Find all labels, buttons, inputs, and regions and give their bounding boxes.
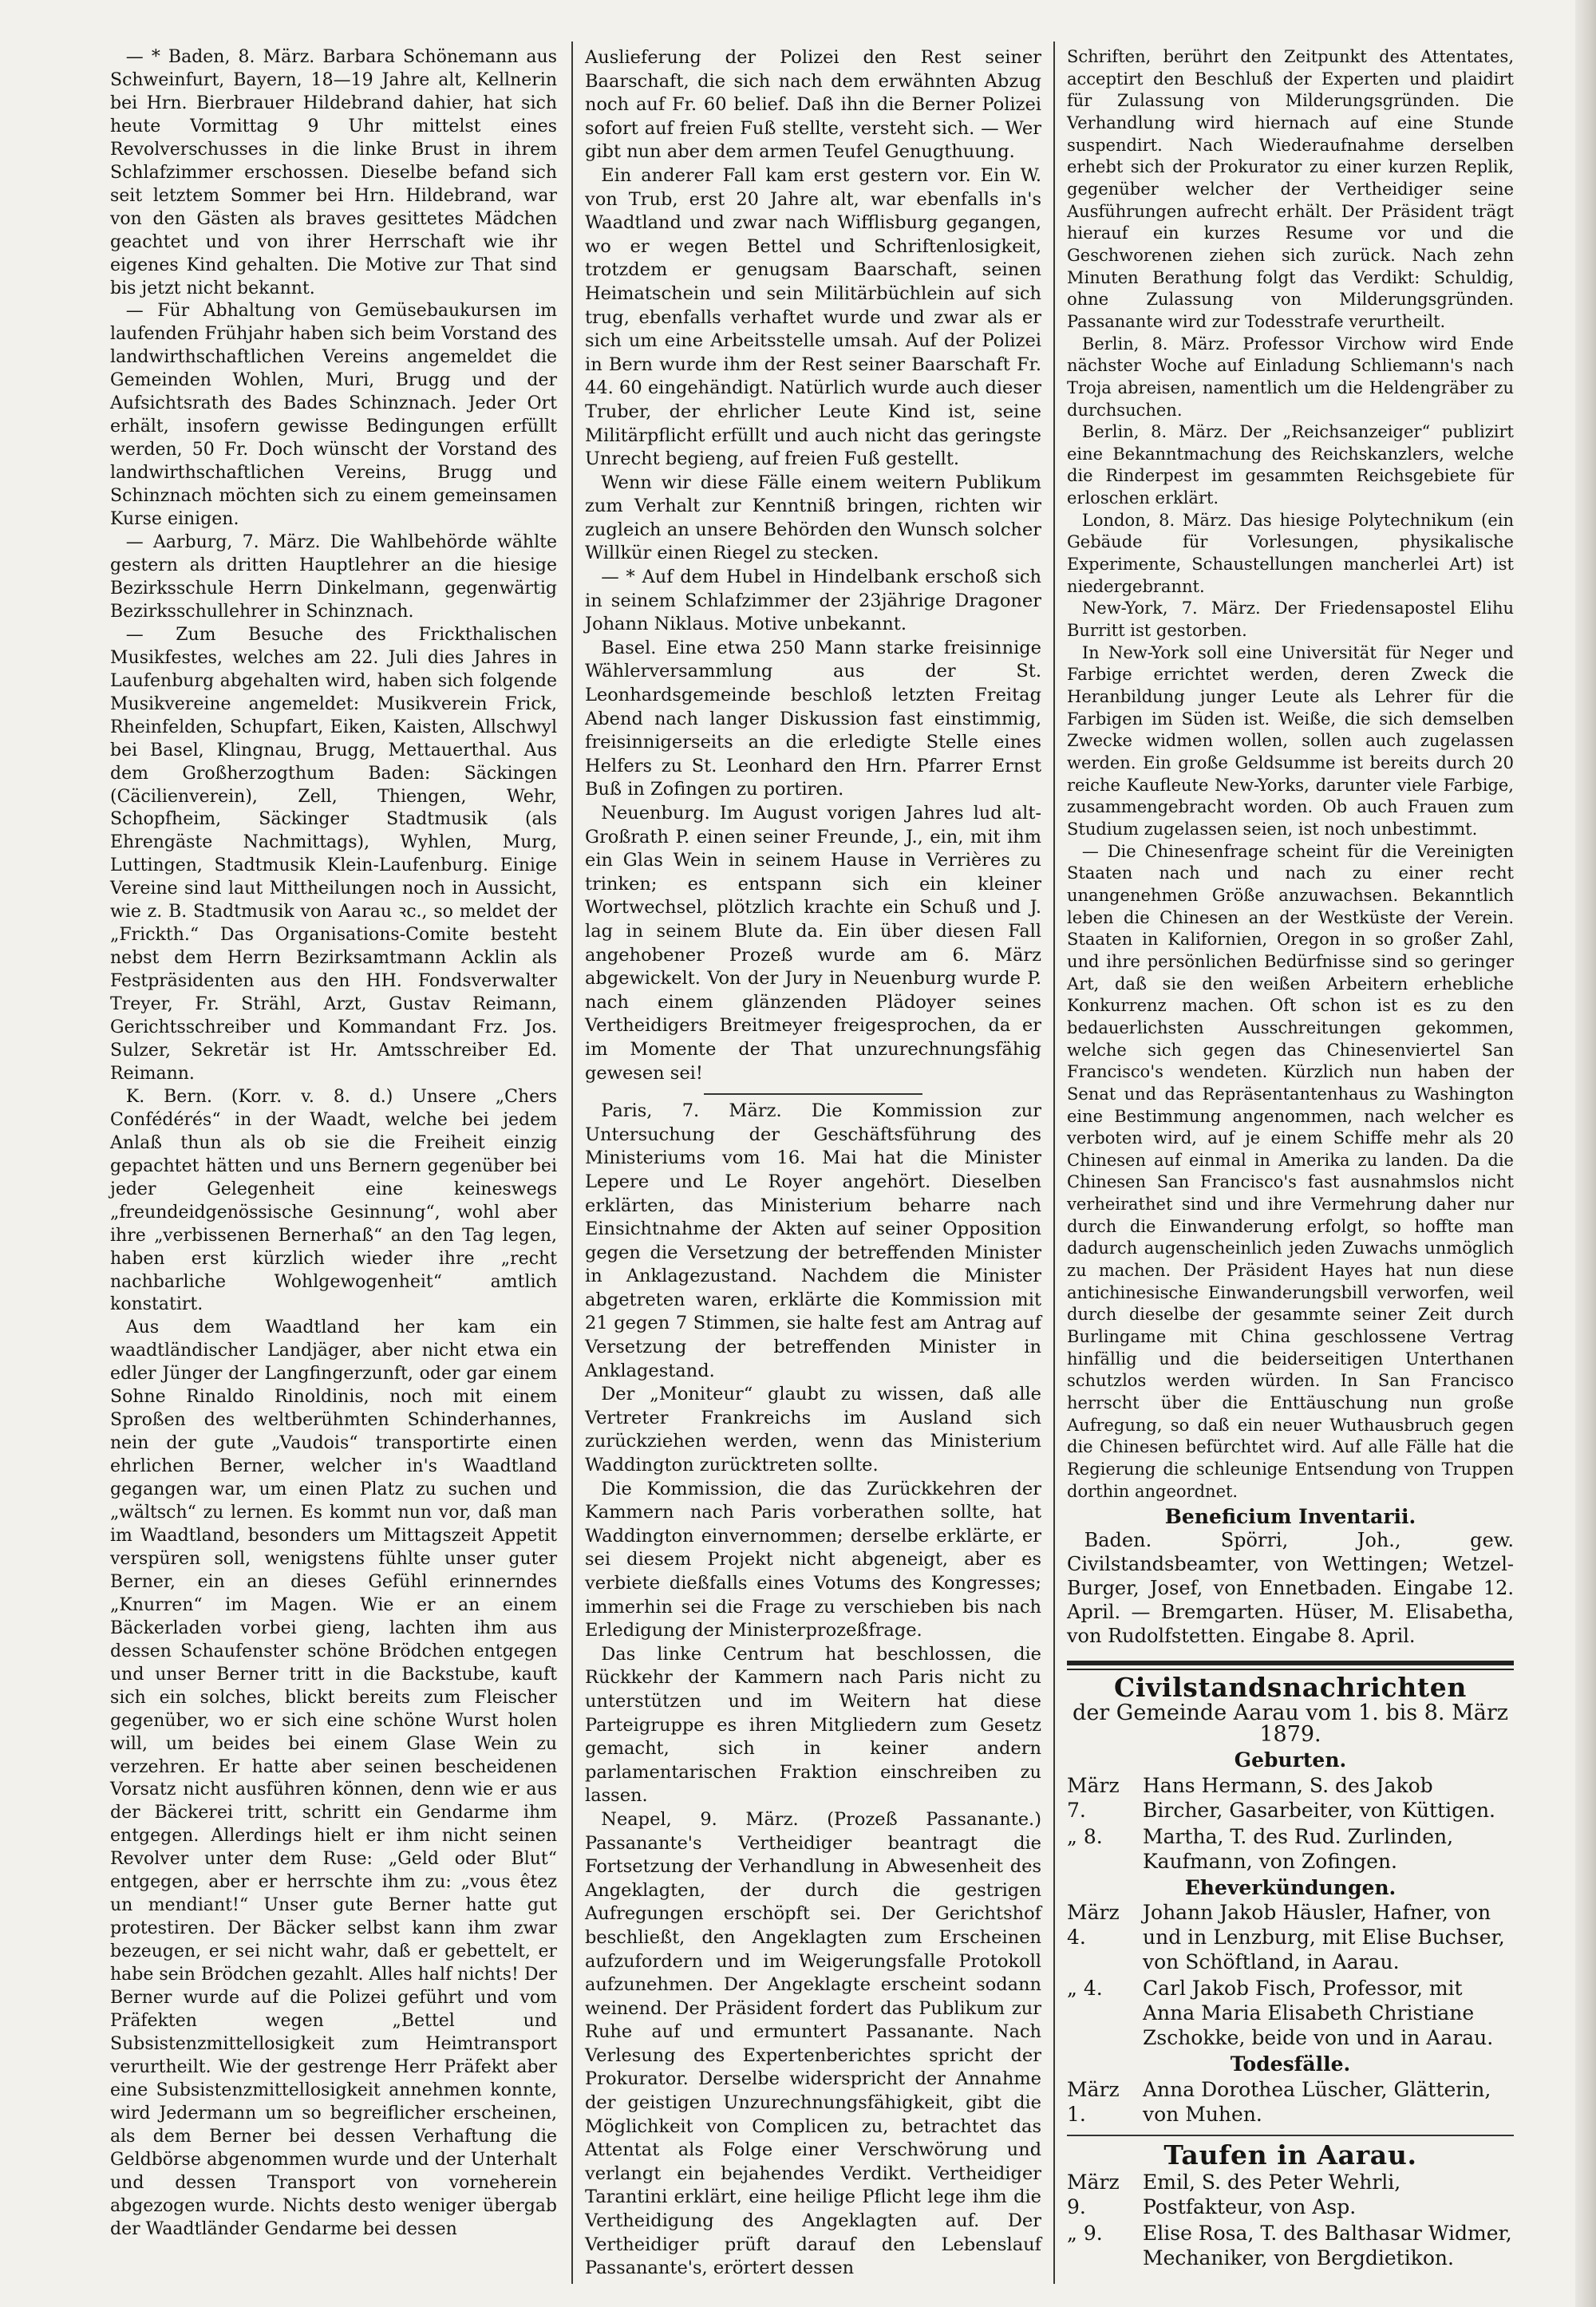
article-paris: Paris, 7. März. Die Kommission zur Untersuchung der Geschäftsführung des Ministeriums vom 16. Mai hat die Minister Lepere und Le Royer angehört. Dieselben erklärten, das Ministerium beharre nach Einsichtnahme der Akten auf seiner Opposition gegen die Versetzung der betreffenden Minister in Anklagezustand. Nachdem die Minister abgetreten waren, erklärte die Kommission mit 21 gegen 7 Stimmen, sie halte fest am Antrag auf Versetzung der betreffenden Minister in Anklagestand. bbox=[585, 1100, 1041, 1381]
section-separator bbox=[704, 1093, 923, 1095]
article-universitaet: In New-York soll eine Universität für Neger und Farbige errichtet werden, deren Zweck die Heranbildung junger Leute als Lehrer für die Farbigen im Süden ist. Weiße, die sich demselben Zwecke widmen wollen, sollen auch zugelassen werden. Ein große Geldsumme ist bereits durch 20 reiche Kaufleute New-Yorks, darunter viele Farbige, zusammengebracht worden. Ob auch Frauen zum Studium zugelassen seien, ist noch unbestimmt. bbox=[1067, 642, 1514, 839]
heavy-rule bbox=[1067, 1661, 1514, 1665]
column-right bbox=[1067, 46, 1514, 2272]
baptism-entry bbox=[1067, 2170, 1514, 2219]
baptism-entry bbox=[1067, 2221, 1514, 2270]
column-left bbox=[110, 46, 557, 2242]
article-berlin-virchow: Berlin, 8. März. Professor Virchow wird Ende nächster Woche auf Einladung Schliemann's nach Troja abreisen, namentlich um die Heldengräber zu durchsuchen. bbox=[1067, 334, 1514, 420]
article-musikfest: — Zum Besuche des Frickthalischen Musikfestes, welches am 22. Juli dies Jahres in Laufenburg abgehalten wird, haben sich folgende Musikvereine angemeldet: Musikverein Frick, Rheinfelden, Schupfart, Eiken, Kaisten, Allschwyl bei Basel, Klingnau, Brugg, Mettauerthal. Aus dem Großherzogthum Baden: Säckingen (Cäcilienverein), Zell, Thiengen, Wehr, Schopfheim, Säckinger Stadtmusik (als Ehrengäste Nachmittags), Wyhlen, Murg, Luttingen, Stadtmusik Klein-Laufenburg. Einige Vereine sind laut Mittheilungen noch in Aussicht, wie z. B. Stadtmusik von Aarau ꝛc., so meldet der „Frickth.“ Das Organisations-Comite besteht nebst dem Herrn Bezirksamtmann Acklin als Festpräsidenten aus den HH. Fondsverwalter Treyer, Fr. Strähl, Arzt, Gustav Reimann, Gerichtsschreiber und Kommandant Frz. Jos. Sulzer, Sekretär ist Hr. Amtsschreiber Ed. Reimann. bbox=[110, 624, 557, 1084]
article-appeal: Wenn wir diese Fälle einem weitern Publikum zum Verhalt zur Kenntniß bringen, richten wir zugleich an unsere Behörden den Wunsch solcher Willkür einen Riegel zu stecken. bbox=[585, 472, 1041, 564]
article-bern: K. Bern. (Korr. v. 8. d.) Unsere „Chers Confédérés“ in der Waadt, welche bei jedem Anlaß thun als ob sie die Freiheit einzig gepachtet hätten und uns Bernern gegenüber bei jeder Gelegenheit eine keineswegs „freundeidgenössische Gesinnung“, wohl aber ihre „verbissenen Bernerhaß“ an den Tag legen, haben erst kürzlich wieder ihre „recht nachbarliche Wohlgewogenheit“ amtlich konstatirt. bbox=[110, 1086, 557, 1315]
birth-entry bbox=[1067, 1824, 1514, 1874]
entry-date: März 9. bbox=[1067, 2170, 1120, 2218]
marriage-entry bbox=[1067, 1976, 1514, 2050]
article-trub: Ein anderer Fall kam erst gestern vor. Ein W. von Trub, erst 20 Jahre alt, war ebenfalls in's Waadtland und zwar nach Wifflisburg gegangen, wo er wegen Bettel und Schriftenlosigkeit, trotzdem er genugsam Baarschaft, seinen Heimatschein und sein Militärbüchlein auf sich trug, ebenfalls verhaftet wurde und zwar als er sich um eine Arbeitsstelle umsah. Auf der Polizei in Bern wurde ihm der Rest seiner Baarschaft Fr. 44. 60 eingehändigt. Natürlich wurde auch dieser Truber, der ehrlicher Leute Kind ist, seine Militärpflicht erfüllt und auch nicht das geringste Unrecht begieng, auf freien Fuß gestellt. bbox=[585, 164, 1041, 470]
article-gemuesebaukurse: — Für Abhaltung von Gemüsebaukursen im laufenden Frühjahr haben sich beim Vorstand des landwirthschaftlichen Vereins angemeldet die Gemeinden Wohlen, Muri, Brugg und der Aufsichtsrath des Bades Schinznach. Jeder Ort erhält, insofern gewisse Bedingungen erfüllt werden, 50 Fr. Doch wünscht der Vorstand des landwirthschaftlichen Vereins, Brugg und Schinznach möchten sich zu einem gemeinsamen Kurse einigen. bbox=[110, 301, 557, 530]
column-rule-right bbox=[1053, 41, 1055, 2284]
article-bern-waadtland: Aus dem Waadtland her kam ein waadtländischer Landjäger, aber nicht etwa ein edler Jünger der Langfingerzunft, oder gar einem Sohne Rinaldo Rinoldinis, noch mit einem Sproßen des weltberühmten Schinderhannes, nein der gute „Vaudois“ transportirte einen ehrlichen Berner, welcher in's Waadtland gegangen war, um einen Platz zu suchen und „wältsch“ zu lernen. Es kommt nun vor, daß man im Waadtland, besonders um Mittagszeit Appetit verspüren soll, wenigstens fühlte unser guter Berner, ein an dieses Gefühl erinnerndes „Knurren“ im Magen. Wie er an einem Bäckerladen vorbei gieng, lachten ihm aus dessen Schaufenster schöne Brödchen entgegen und unser Berner tritt in die Backstube, kauft sich ein solches, blickt bereits zum Fleischer gegenüber, wo er sich eine schöne Wurst holen will, um beides bei einem Glase Wein zu verzehren. Er hatte aber seinen bescheidenen Vorsatz nicht ausführen können, denn wie er aus der Bäckerei tritt, schritt ein Gendarme ihm entgegen. Allerdings hielt er ihm nicht seinen Revolver unter dem Ruse: „Geld oder Blut“ entgegen, aber er herrschte ihm zu: „vous êtez un mendiant!“ Unser gute Berner hatte gut protestiren. Der Bäcker selbst kann ihm zwar bezeugen, er sei nicht wahr, daß er gebettelt, er habe sein Brödchen gezahlt. Alles half nichts! Der Berner wurde auf die Polizei geführt und vom Präfekten wegen „Bettel und Subsistenzmittellosigkeit zum Heimtransport verurtheilt. Wie der gestrenge Herr Präfekt aber eine Subsistenzmittellosigkeit annehmen konnte, wird Jedermann um so begreiflicher erscheinen, als dem Berner bei dessen Verhaftung die Geldbörse abgenommen wurde und der Unterhalt und dessen Transport von vorneherein abgezogen wurde. Nichts desto weniger übergab der Waadtländer Gendarme bei dessen bbox=[110, 1317, 557, 2239]
entry-date: März 4. bbox=[1067, 1901, 1120, 1949]
marriage-entry bbox=[1067, 1900, 1514, 1974]
entry-text: Anna Dorothea Lüscher, Glätterin, von Muhen. bbox=[1143, 2077, 1491, 2126]
marriages-heading: Eheverkündungen. bbox=[1184, 1875, 1396, 1899]
article-neapel-continued: Schriften, berührt den Zeitpunkt des Attentates, acceptirt den Beschluß der Experten und plaidirt für Zulassung von Milderungsgründen. Die Verhandlung wird hiernach auf eine Stunde suspendirt. Nach Wiederaufnahme derselben erhebt sich der Prokurator zu einer kurzen Replik, gegenüber welcher der Vertheidiger seine Ausführungen aufrecht erhält. Der Präsident trägt hierauf ein kurzes Resume vor und die Geschworenen ziehen sich zurück. Nach zehn Minuten Berathung folgt das Verdikt: Schuldig, ohne Zulassung von Milderungsgründen. Passanante wird zur Todesstrafe verurtheilt. bbox=[1067, 47, 1514, 331]
births-heading: Geburten. bbox=[1234, 1748, 1347, 1772]
page-binding-edge bbox=[1575, 0, 1596, 2307]
beneficium-heading: Beneficium Inventarii. bbox=[1164, 1505, 1416, 1529]
entry-text: Carl Jakob Fisch, Professor, mit Anna Maria Elisabeth Christiane Zschokke, beide von und in Aarau. bbox=[1143, 1977, 1494, 2050]
entry-text: Hans Hermann, S. des Jakob Bircher, Gasarbeiter, von Küttigen. bbox=[1143, 1773, 1495, 1822]
article-neapel: Neapel, 9. März. (Prozeß Passanante.) Passanante's Vertheidiger beantragt die Fortsetzung der Verhandlung in Abwesenheit des Angeklagten, der durch die gestrigen Aufregungen erschöpft sei. Der Gerichtshof beschließt, den Angeklagten zum Erscheinen aufzufordern und im Weigerungsfalle Protokoll aufzunehmen. Der Angeklagte erscheint sodann weinend. Der Präsident fordert das Publikum zur Ruhe auf und ermuntert Passanante. Nach Verlesung des Expertenberichtes spricht der Prokurator. Derselbe widerspricht der Annahme der geistigen Unzurechnungsfähigkeit, gibt die Möglichkeit von Complicen zu, betrachtet das Attentat als Folge einer Verschwörung und verlangt ein bejahendes Verdikt. Vertheidiger Tarantini erklärt, eine heilige Pflicht lege ihm die Vertheidigung des Angeklagten auf. Der Vertheidiger prüft darauf den Lebenslauf Passanante's, erörtert dessen bbox=[585, 1808, 1041, 2279]
entry-text: Johann Jakob Häusler, Hafner, von und in Lenzburg, mit Elise Buchser, von Schöftland, in Aarau. bbox=[1143, 1901, 1505, 1974]
thin-rule bbox=[1067, 1669, 1514, 1670]
article-bern-continued: Auslieferung der Polizei den Rest seiner Baarschaft, die sich nach dem erwähnten Abzug noch auf Fr. 60 belief. Daß ihn die Berner Polizei sofort auf freien Fuß stellte, versteht sich. — Wer gibt nun aber dem armen Teufel Genugthuung. bbox=[585, 47, 1041, 163]
article-neuenburg: Neuenburg. Im August vorigen Jahres lud alt-Großrath P. einen seiner Freunde, J., ein, mit ihm ein Glas Wein in seinem Hause in Verrières zu trinken; es entspann sich ein kleiner Wortwechsel, plötzlich krachte ein Schuß und J. lag in seinem Blute da. Ein über diesen Fall angehobener Prozeß wurde am 6. März abgewickelt. Von der Jury in Neuenburg wurde P. nach einem glänzenden Plädoyer seines Vertheidigers Breitmeyer freigesprochen, da er im Momente der That unzurechnungsfähig gewesen sei! bbox=[585, 803, 1041, 1084]
deaths-heading: Todesfälle. bbox=[1230, 2052, 1351, 2076]
article-moniteur: Der „Moniteur“ glaubt zu wissen, daß alle Vertreter Frankreichs im Ausland sich zurückziehen werden, wenn das Ministerium Waddington zurücktreten sollte. bbox=[585, 1384, 1041, 1476]
article-kommission: Die Kommission, die das Zurückkehren der Kammern nach Paris vorberathen sollte, hat Waddington einvernommen; derselbe erklärte, er sei diesem Projekt nicht abgeneigt, aber es verbiete dießfalls eines Votums des Kongresses; immerhin sei die Frage zu verschieben bis nach Erledigung der Ministerprozeßfrage. bbox=[585, 1478, 1041, 1641]
baptisms-heading: Taufen in Aarau. bbox=[1163, 2139, 1417, 2171]
column-middle bbox=[585, 46, 1041, 2281]
death-entry bbox=[1067, 2077, 1514, 2127]
entry-text: Emil, S. des Peter Wehrli, Postfakteur, von Asp. bbox=[1143, 2170, 1401, 2218]
birth-entry bbox=[1067, 1773, 1514, 1823]
article-hindelbank: — * Auf dem Hubel in Hindelbank erschoß sich in seinem Schlafzimmer der 23jährige Dragoner Johann Niklaus. Motive unbekannt. bbox=[585, 567, 1041, 635]
entry-date: „ 8. bbox=[1067, 1824, 1103, 1848]
article-linke-centrum: Das linke Centrum hat beschlossen, die Rückkehr der Kammern nach Paris nicht zu unterstützen und im Weitern hat diese Parteigruppe es ihren Mitgliedern zum Gesetz gemacht, sich in keiner andern parlamentarischen Fraktion einschreiben zu lassen. bbox=[585, 1643, 1041, 1807]
civilstand-heading: Civilstandsnachrichten bbox=[1113, 1671, 1468, 1703]
entry-text: Elise Rosa, T. des Balthasar Widmer, Mechaniker, von Bergdietikon. bbox=[1143, 2221, 1512, 2269]
entry-date: „ 9. bbox=[1067, 2221, 1103, 2245]
article-london: London, 8. März. Das hiesige Polytechnikum (ein Gebäude für Vorlesungen, physikalische Experimente, Schaustellungen mancherlei Art) ist niedergebrannt. bbox=[1067, 510, 1514, 596]
article-basel: Basel. Eine etwa 250 Mann starke freisinnige Wählerversammlung aus der St. Leonhardsgemeinde beschloß letzten Freitag Abend nach langer Diskussion fast einstimmig, freisinnigerseits an die erledigte Stelle eines Helfers zu St. Leonhard den Hrn. Pfarrer Ernst Buß in Zofingen zu portiren. bbox=[585, 637, 1041, 800]
beneficium-text: Baden. Spörri, Joh., gew. Civilstandsbeamter, von Wettingen; Wetzel-Burger, Josef, von Ennetbaden. Eingabe 12. April. — Bremgarten. Hüser, M. Elisabetha, von Rudolfstetten. Eingabe 8. April. bbox=[1067, 1528, 1514, 1647]
column-rule-left bbox=[571, 41, 573, 2284]
article-aarburg: — Aarburg, 7. März. Die Wahlbehörde wählte gestern als dritten Hauptlehrer an die hiesige Bezirksschule Herrn Dinkelmann, gegenwärtig Bezirksschullehrer in Schinznach. bbox=[110, 532, 557, 622]
article-new-york: New-York, 7. März. Der Friedensapostel Elihu Burritt ist gestorben. bbox=[1067, 598, 1514, 641]
entry-date: März 7. bbox=[1067, 1773, 1120, 1822]
article-baden: — * Baden, 8. März. Barbara Schönemann aus Schweinfurt, Bayern, 18—19 Jahre alt, Kellnerin bei Hrn. Bierbrauer Hildebrand dahier, hat sich heute Vormittag 9 Uhr mittelst eines Revolverschusses in die linke Brust in ihrem Schlafzimmer erschossen. Dieselbe befand sich seit letztem Sommer bei Hrn. Hildebrand, war von den Gästen als braves gesittetes Mädchen geachtet und von ihrer Herrschaft wie ihr eigenes Kind gehalten. Die Motive zur That sind bis jetzt nicht bekannt. bbox=[110, 47, 557, 298]
civilstand-subheading: der Gemeinde Aarau vom 1. bis 8. März 1879. bbox=[1073, 1700, 1508, 1748]
entry-date: „ 4. bbox=[1067, 1977, 1103, 2001]
article-chinesenfrage: — Die Chinesenfrage scheint für die Vereinigten Staaten nach und nach zu einer recht unangenehmen Größe anzuwachsen. Bekanntlich leben die Chinesen an der Westküste der Verein. Staaten in Kalifornien, Oregon in so großer Zahl, und ihre persönlichen Bedürfnisse sind so geringer Art, daß sie den weißen Arbeitern erhebliche Konkurrenz machen. Oft schon ist es zu den bedauerlichsten Ausschreitungen gekommen, welche sich gegen das Chinesenviertel San Francisco's wendeten. Kürzlich nun haben der Senat und das Repräsentantenhaus zu Washington eine Bestimmung angenommen, nach welcher es verboten wird, auf je einem Schiffe mehr als 20 Chinesen auf einmal in Amerika zu landen. Da die Chinesen San Francisco's fast ausnahmslos nicht verheirathet sind und ihre Vermehrung daher nur durch die Einwanderung erfolgt, so hoffte man dadurch augenscheinlich jeden Zuwachs unmöglich zu machen. Der Präsident Hayes hat nun diese antichinesische Einwanderungsbill verworfen, weil durch dieselbe der gesammte seiner Zeit durch Burlingame mit China geschlossene Vertrag hinfällig und die beiderseitigen Unterthanen schutzlos werden würden. In San Francisco herrscht über die Enttäuschung nun große Aufregung, so daß ein neuer Wuthausbruch gegen die Chinesen befürchtet wird. Auf alle Fälle hat die Regierung die schleunige Entsendung von Truppen dorthin angeordnet. bbox=[1067, 841, 1514, 1501]
entry-text: Martha, T. des Rud. Zurlinden, Kaufmann, von Zofingen. bbox=[1143, 1824, 1454, 1873]
article-berlin-reichsanzeiger: Berlin, 8. März. Der „Reichsanzeiger“ publizirt eine Bekanntmachung des Reichskanzlers, welche die Rinderpest im gesammten Reichsgebiete für erloschen erklärt. bbox=[1067, 422, 1514, 508]
section-rule bbox=[1067, 2135, 1514, 2136]
entry-date: März 1. bbox=[1067, 2077, 1120, 2126]
